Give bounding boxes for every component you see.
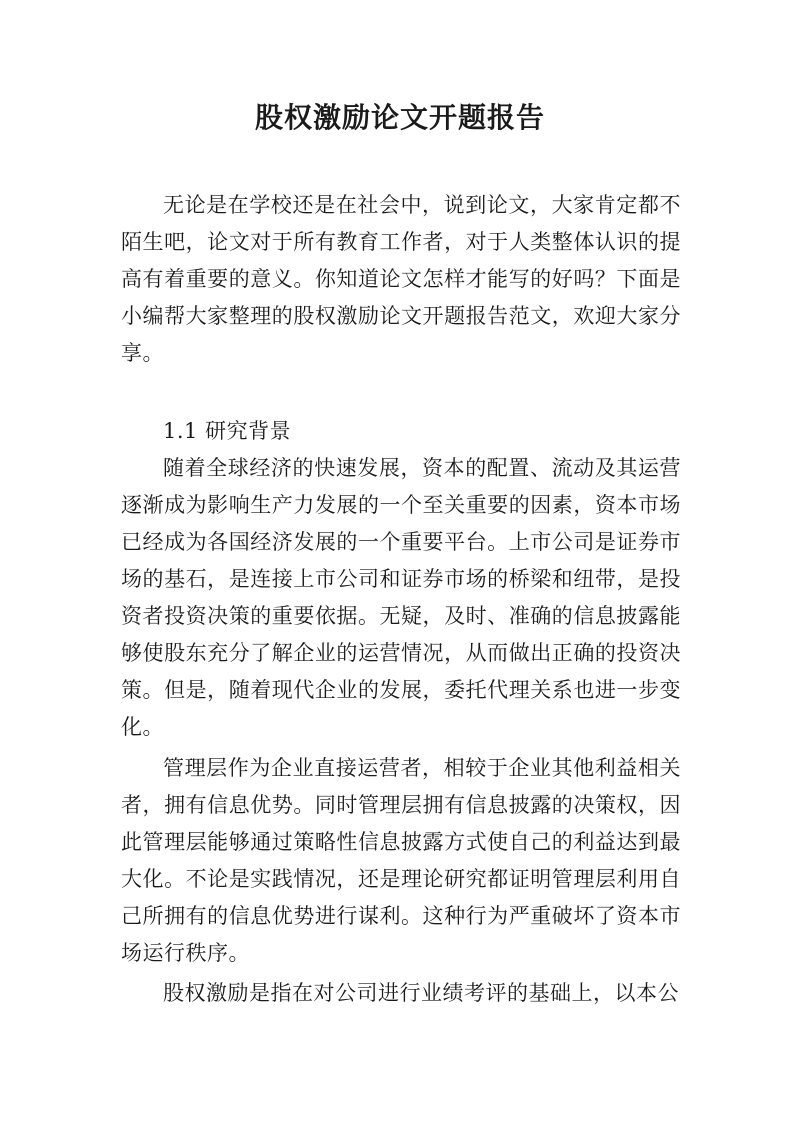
body-paragraph: 股权激励是指在对公司进行业绩考评的基础上，以本公 xyxy=(163,981,679,1005)
intro-paragraph: 无论是在学校还是在社会中，说到论文，大家肯定都不陌生吧，论文对于所有教育工作者，对于人类整体认识的提高有着重要的意义。你知道论文怎样才能写的好吗？下面是小编帮大家整理的股权激励论文开题报告范文，欢迎大家分享。 xyxy=(121,193,681,365)
body-paragraph: 管理层作为企业直接运营者，相较于企业其他利益相关者，拥有信息优势。同时管理层拥有信息披露的决策权，因此管理层能够通过策略性信息披露方式使自己的利益达到最大化。不论是实践情况，还是理论研究都证明管理层利用自己所拥有的信息优势进行谋利。这种行为严重破坏了资本市场运行秩序。 xyxy=(121,756,681,965)
body-paragraph: 随着全球经济的快速发展，资本的配置、流动及其运营逐渐成为影响生产力发展的一个至关重要的因素，资本市场已经成为各国经济发展的一个重要平台。上市公司是证券市场的基石，是连接上市公司和证券市场的桥梁和纽带，是投资者投资决策的重要依据。无疑，及时、准确的信息披露能够使股东充分了解企业的运营情况，从而做出正确的投资决策。但是，随着现代企业的发展，委托代理关系也进一步变化。 xyxy=(121,456,681,739)
section-heading: 1.1 研究背景 xyxy=(163,419,292,443)
document-title: 股权激励论文开题报告 xyxy=(254,101,545,134)
